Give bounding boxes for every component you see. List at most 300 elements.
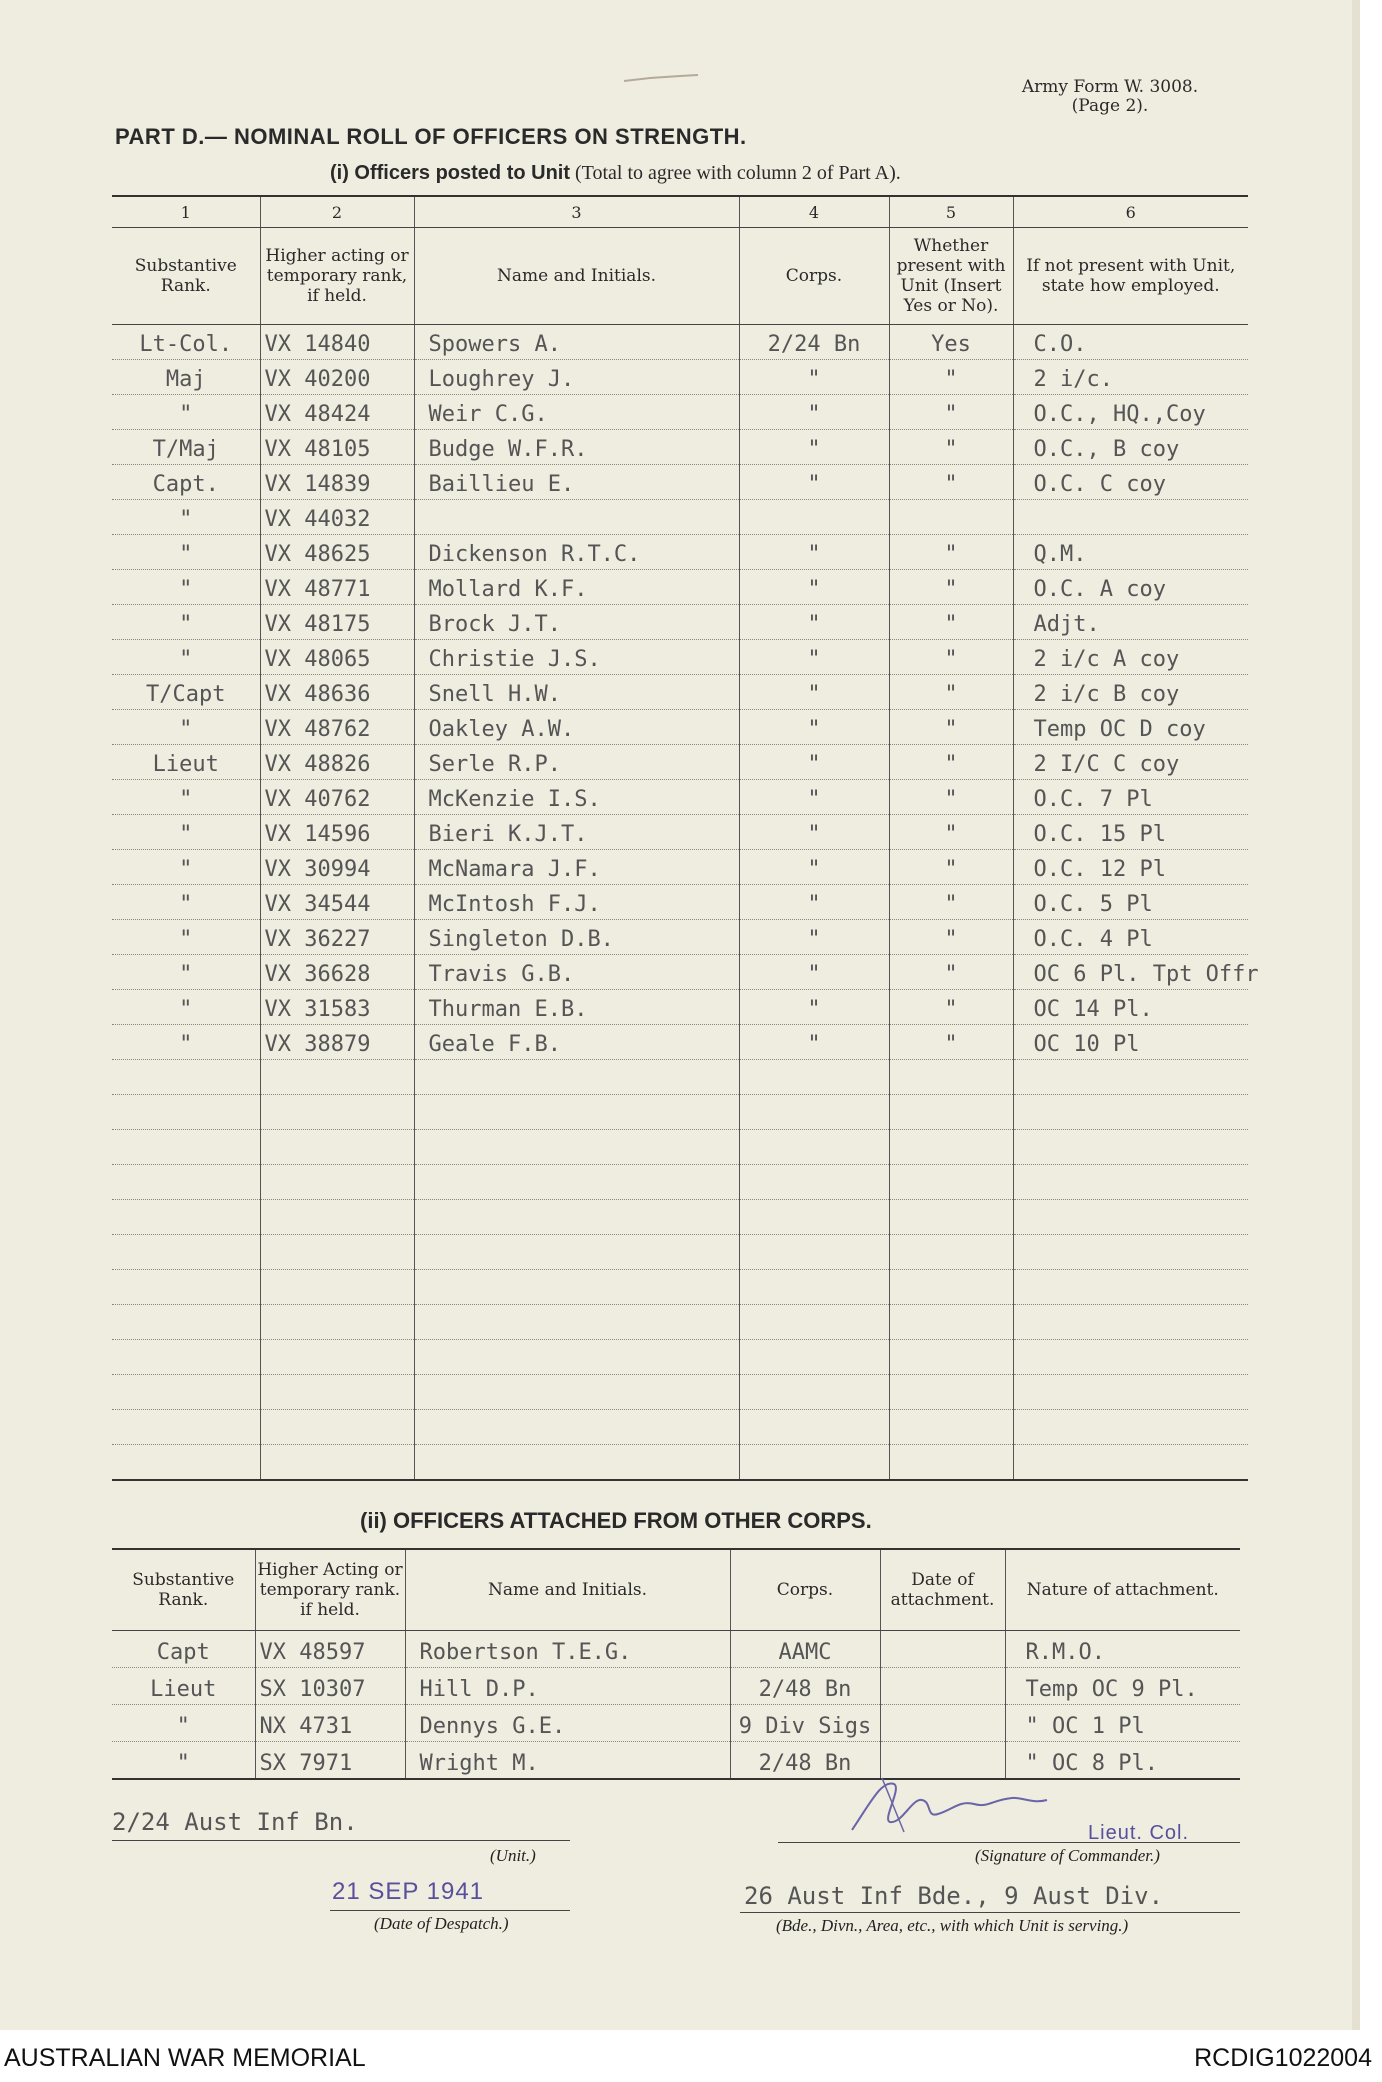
cell-number <box>260 1270 414 1305</box>
cell-number <box>260 920 414 955</box>
cell-employed <box>1013 990 1248 1025</box>
att-header-nature: Nature of attachment. <box>1005 1549 1240 1631</box>
cell-employed-text: 2 i/c A coy <box>1033 647 1180 672</box>
cell-name <box>414 325 739 360</box>
cell-rank <box>112 1410 260 1445</box>
cell-present <box>889 1130 1013 1165</box>
cell-rank <box>112 675 260 710</box>
cell-corps <box>739 500 889 535</box>
cell-employed <box>1013 605 1248 640</box>
cell-present <box>889 465 1013 500</box>
cell-corps-text: " <box>807 717 821 742</box>
cell-name <box>414 990 739 1025</box>
cell-present <box>889 780 1013 815</box>
footer-bar <box>0 2042 1382 2078</box>
blank-row <box>112 1270 1248 1305</box>
cell-corps <box>739 1340 889 1375</box>
att-cell-rank-text: Capt <box>156 1640 210 1665</box>
cell-rank-text: " <box>179 892 193 917</box>
cell-rank-text: " <box>179 402 193 427</box>
cell-employed-text: O.C. A coy <box>1033 577 1166 602</box>
table-row <box>112 1631 1240 1668</box>
section-i-title <box>330 162 901 185</box>
signature-title: Lieut. Col. <box>1088 1822 1190 1844</box>
cell-number-text: VX 30994 <box>264 857 371 882</box>
unit-value: 2/24 Aust Inf Bn. <box>112 1808 358 1836</box>
unit-line <box>112 1840 570 1841</box>
table-row <box>112 955 1248 990</box>
cell-rank <box>112 710 260 745</box>
cell-employed <box>1013 1130 1248 1165</box>
cell-present-text: " <box>944 472 958 497</box>
cell-name <box>414 570 739 605</box>
cell-present-text: " <box>944 787 958 812</box>
cell-number <box>260 500 414 535</box>
header-employed: If not present with Unit, state how employed. <box>1013 228 1248 325</box>
cell-employed-text: C.O. <box>1033 332 1087 357</box>
cell-number-text: VX 48175 <box>264 612 371 637</box>
att-cell-corps-text: AAMC <box>778 1640 832 1665</box>
table-row <box>112 570 1248 605</box>
cell-rank <box>112 990 260 1025</box>
cell-present-text: " <box>944 1032 958 1057</box>
table-row <box>112 535 1248 570</box>
cell-present <box>889 1025 1013 1060</box>
cell-number <box>260 780 414 815</box>
table-row <box>112 850 1248 885</box>
cell-employed-text: O.C. C coy <box>1033 472 1166 497</box>
sheet-edge <box>1352 0 1360 2030</box>
cell-name <box>414 1130 739 1165</box>
cell-rank-text: " <box>179 822 193 847</box>
form-number-text: Army Form W. 3008. <box>1021 77 1199 97</box>
table-row <box>112 395 1248 430</box>
table-row <box>112 815 1248 850</box>
cell-name-text: McNamara J.F. <box>428 857 601 882</box>
att-cell-nature <box>1005 1705 1240 1742</box>
cell-corps <box>739 710 889 745</box>
cell-present <box>889 1200 1013 1235</box>
cell-number-text: VX 48762 <box>264 717 371 742</box>
cell-name-text: Weir C.G. <box>428 402 548 427</box>
cell-number-text: VX 36227 <box>264 927 371 952</box>
cell-corps <box>739 1270 889 1305</box>
att-cell-number <box>255 1742 405 1780</box>
cell-employed <box>1013 815 1248 850</box>
cell-present-text: Yes <box>931 332 971 357</box>
cell-rank <box>112 1235 260 1270</box>
cell-number <box>260 1410 414 1445</box>
att-header-higher-rank: Higher Acting or temporary rank. if held. <box>255 1549 405 1631</box>
cell-corps-text: " <box>807 367 821 392</box>
table-row <box>112 360 1248 395</box>
cell-present <box>889 885 1013 920</box>
cell-employed-text: O.C. 7 Pl <box>1033 787 1153 812</box>
att-cell-name <box>405 1668 730 1705</box>
cell-corps <box>739 885 889 920</box>
col-number: 5 <box>889 196 1013 228</box>
cell-corps <box>739 1410 889 1445</box>
column-header-row <box>112 228 1248 325</box>
cell-employed-text: 2 I/C C coy <box>1033 752 1180 777</box>
cell-rank-text: " <box>179 612 193 637</box>
cell-number-text: VX 40200 <box>264 367 371 392</box>
cell-number-text: VX 38879 <box>264 1032 371 1057</box>
cell-corps-text: " <box>807 402 821 427</box>
table-row <box>112 710 1248 745</box>
cell-corps <box>739 360 889 395</box>
cell-number <box>260 1060 414 1095</box>
cell-corps <box>739 1165 889 1200</box>
att-cell-date <box>880 1631 1005 1668</box>
cell-number <box>260 605 414 640</box>
cell-employed-text: 2 i/c. <box>1033 367 1113 392</box>
cell-corps-text: 2/24 Bn <box>767 332 861 357</box>
cell-corps <box>739 535 889 570</box>
header-name: Name and Initials. <box>414 228 739 325</box>
cell-present-text: " <box>944 682 958 707</box>
cell-number-text: VX 14840 <box>264 332 371 357</box>
cell-corps <box>739 745 889 780</box>
cell-employed-text: 2 i/c B coy <box>1033 682 1180 707</box>
att-cell-date <box>880 1668 1005 1705</box>
cell-employed-text: O.C. 12 Pl <box>1033 857 1166 882</box>
table-row <box>112 1742 1240 1780</box>
cell-rank-text: " <box>179 962 193 987</box>
cell-present <box>889 1305 1013 1340</box>
cell-corps <box>739 465 889 500</box>
cell-name <box>414 1305 739 1340</box>
cell-rank <box>112 850 260 885</box>
date-stamp: 21 SEP 1941 <box>332 1878 485 1905</box>
table-row <box>112 990 1248 1025</box>
cell-number-text: VX 48636 <box>264 682 371 707</box>
cell-employed-text: O.C., HQ.,Coy <box>1033 402 1206 427</box>
cell-present <box>889 360 1013 395</box>
cell-employed <box>1013 1270 1248 1305</box>
cell-name <box>414 1340 739 1375</box>
cell-present <box>889 1445 1013 1481</box>
cell-present-text: " <box>944 647 958 672</box>
cell-present <box>889 920 1013 955</box>
cell-employed <box>1013 920 1248 955</box>
section-i-title-note: (Total to agree with column 2 of Part A). <box>570 162 901 184</box>
cell-present <box>889 430 1013 465</box>
cell-name <box>414 1025 739 1060</box>
blank-row <box>112 1235 1248 1270</box>
att-cell-corps-text: 2/48 Bn <box>758 1677 852 1702</box>
cell-present <box>889 745 1013 780</box>
att-cell-number-text: NX 4731 <box>259 1714 353 1739</box>
blank-row <box>112 1095 1248 1130</box>
cell-employed <box>1013 1410 1248 1445</box>
cell-number-text: VX 48105 <box>264 437 371 462</box>
cell-rank-text: " <box>179 857 193 882</box>
cell-number <box>260 955 414 990</box>
unit-caption: (Unit.) <box>490 1846 536 1865</box>
cell-name <box>414 675 739 710</box>
col-number: 3 <box>414 196 739 228</box>
cell-number <box>260 710 414 745</box>
cell-corps <box>739 430 889 465</box>
cell-present <box>889 1340 1013 1375</box>
cell-rank <box>112 745 260 780</box>
cell-corps <box>739 850 889 885</box>
cell-corps-text: " <box>807 927 821 952</box>
att-header-name: Name and Initials. <box>405 1549 730 1631</box>
cell-number-text: VX 14596 <box>264 822 371 847</box>
cell-name-text: Dickenson R.T.C. <box>428 542 641 567</box>
cell-number <box>260 1165 414 1200</box>
cell-present <box>889 1165 1013 1200</box>
cell-name <box>414 535 739 570</box>
cell-rank-text: T/Maj <box>152 437 219 462</box>
bde-line <box>740 1912 1240 1913</box>
cell-rank-text: Lt-Col. <box>139 332 233 357</box>
cell-corps-text: " <box>807 752 821 777</box>
cell-corps-text: " <box>807 857 821 882</box>
cell-number <box>260 360 414 395</box>
cell-rank <box>112 1270 260 1305</box>
cell-rank <box>112 1130 260 1165</box>
cell-rank-text: " <box>179 717 193 742</box>
table-row <box>112 500 1248 535</box>
cell-employed <box>1013 675 1248 710</box>
cell-name <box>414 1410 739 1445</box>
cell-name <box>414 850 739 885</box>
signature-caption: (Signature of Commander.) <box>975 1846 1160 1865</box>
cell-rank <box>112 885 260 920</box>
att-cell-name-text: Hill D.P. <box>419 1677 539 1702</box>
att-cell-corps-text: 2/48 Bn <box>758 1751 852 1776</box>
blank-row <box>112 1410 1248 1445</box>
att-cell-rank-text: " <box>176 1751 190 1776</box>
attached-rows <box>112 1631 1240 1780</box>
date-line <box>330 1910 570 1911</box>
cell-employed <box>1013 745 1248 780</box>
cell-corps-text: " <box>807 892 821 917</box>
cell-corps <box>739 990 889 1025</box>
cell-name-text: Spowers A. <box>428 332 561 357</box>
cell-corps <box>739 325 889 360</box>
cell-corps <box>739 640 889 675</box>
cell-employed <box>1013 500 1248 535</box>
officers-attached-table <box>112 1548 1240 1780</box>
cell-employed <box>1013 710 1248 745</box>
cell-corps <box>739 1130 889 1165</box>
paper-mark <box>620 72 700 86</box>
cell-present <box>889 1060 1013 1095</box>
att-cell-rank <box>112 1631 255 1668</box>
cell-present <box>889 1270 1013 1305</box>
cell-number <box>260 1375 414 1410</box>
cell-rank <box>112 1025 260 1060</box>
cell-name-text: Serle R.P. <box>428 752 561 777</box>
cell-rank-text: " <box>179 507 193 532</box>
col-number: 4 <box>739 196 889 228</box>
cell-present <box>889 850 1013 885</box>
cell-present <box>889 1095 1013 1130</box>
cell-rank <box>112 1095 260 1130</box>
cell-corps <box>739 1445 889 1481</box>
cell-name-text: Brock J.T. <box>428 612 561 637</box>
cell-corps <box>739 395 889 430</box>
cell-number <box>260 1200 414 1235</box>
att-cell-nature-text: R.M.O. <box>1025 1640 1105 1665</box>
cell-rank <box>112 500 260 535</box>
cell-corps <box>739 1060 889 1095</box>
att-cell-name <box>405 1742 730 1780</box>
blank-row <box>112 1130 1248 1165</box>
signature-line <box>778 1842 1240 1843</box>
cell-present-text: " <box>944 892 958 917</box>
header-present: Whether present with Unit (Insert Yes or No). <box>889 228 1013 325</box>
cell-employed <box>1013 1235 1248 1270</box>
cell-name-text: Snell H.W. <box>428 682 561 707</box>
cell-number <box>260 745 414 780</box>
cell-present <box>889 325 1013 360</box>
att-cell-rank-text: " <box>176 1714 190 1739</box>
cell-name <box>414 360 739 395</box>
cell-name <box>414 710 739 745</box>
cell-name <box>414 465 739 500</box>
att-cell-corps <box>730 1705 880 1742</box>
cell-rank-text: " <box>179 542 193 567</box>
cell-name <box>414 745 739 780</box>
cell-corps-text: " <box>807 577 821 602</box>
cell-rank <box>112 1060 260 1095</box>
att-header-corps: Corps. <box>730 1549 880 1631</box>
att-cell-corps-text: 9 Div Sigs <box>738 1714 872 1739</box>
table-row <box>112 430 1248 465</box>
cell-employed-text: Adjt. <box>1033 612 1100 637</box>
cell-corps <box>739 1305 889 1340</box>
cell-name-text: Bieri K.J.T. <box>428 822 588 847</box>
cell-present <box>889 710 1013 745</box>
cell-number-text: VX 36628 <box>264 962 371 987</box>
posted-rows <box>112 325 1259 1481</box>
cell-corps-text: " <box>807 437 821 462</box>
cell-employed <box>1013 1165 1248 1200</box>
cell-rank <box>112 920 260 955</box>
cell-number-text: VX 34544 <box>264 892 371 917</box>
form-page: (Page 2). <box>1071 96 1149 116</box>
cell-corps <box>739 570 889 605</box>
cell-corps-text: " <box>807 682 821 707</box>
att-cell-nature <box>1005 1668 1240 1705</box>
cell-employed-text: O.C. 15 Pl <box>1033 822 1166 847</box>
cell-rank <box>112 325 260 360</box>
footer-id: RCDIG1022004 <box>1194 2044 1372 2072</box>
cell-corps-text: " <box>807 962 821 987</box>
cell-employed <box>1013 640 1248 675</box>
att-cell-rank <box>112 1705 255 1742</box>
cell-name-text <box>415 526 429 528</box>
cell-present-text: " <box>944 542 958 567</box>
form-number <box>1000 78 1220 116</box>
cell-name <box>414 1445 739 1481</box>
cell-number <box>260 815 414 850</box>
cell-corps <box>739 1200 889 1235</box>
cell-name-text: Christie J.S. <box>428 647 601 672</box>
cell-rank <box>112 605 260 640</box>
att-cell-nature-text: Temp OC 9 Pl. <box>1025 1677 1198 1702</box>
cell-corps <box>739 1235 889 1270</box>
cell-name <box>414 780 739 815</box>
cell-name <box>414 605 739 640</box>
cell-number <box>260 395 414 430</box>
att-cell-name-text: Dennys G.E. <box>419 1714 566 1739</box>
cell-present-text: " <box>944 822 958 847</box>
section-ii-title: (ii) OFFICERS ATTACHED FROM OTHER CORPS. <box>360 1508 872 1533</box>
cell-name-text: Travis G.B. <box>428 962 575 987</box>
section-i-title-bold: (i) Officers posted to Unit <box>330 162 570 184</box>
table-row <box>112 1668 1240 1705</box>
cell-employed <box>1013 1375 1248 1410</box>
table-row <box>112 675 1248 710</box>
cell-number <box>260 990 414 1025</box>
cell-corps-text: " <box>807 472 821 497</box>
att-cell-nature-text: " OC 1 Pl <box>1025 1714 1145 1739</box>
cell-number <box>260 1095 414 1130</box>
cell-name <box>414 885 739 920</box>
cell-number <box>260 1130 414 1165</box>
cell-present <box>889 500 1013 535</box>
cell-name-text: Mollard K.F. <box>428 577 588 602</box>
cell-employed <box>1013 570 1248 605</box>
cell-corps <box>739 780 889 815</box>
cell-number <box>260 535 414 570</box>
cell-corps-text: " <box>807 787 821 812</box>
cell-number <box>260 570 414 605</box>
cell-corps-text: " <box>807 612 821 637</box>
cell-name <box>414 500 739 535</box>
cell-rank-text: " <box>179 997 193 1022</box>
cell-employed-text: O.C. 5 Pl <box>1033 892 1153 917</box>
cell-employed-text: O.C. 4 Pl <box>1033 927 1153 952</box>
cell-present <box>889 1235 1013 1270</box>
att-cell-rank-text: Lieut <box>150 1677 217 1702</box>
cell-rank <box>112 395 260 430</box>
cell-name <box>414 1095 739 1130</box>
cell-employed <box>1013 395 1248 430</box>
cell-rank-text: " <box>179 787 193 812</box>
cell-name <box>414 1375 739 1410</box>
cell-number <box>260 430 414 465</box>
cell-name-text: Thurman E.B. <box>428 997 588 1022</box>
cell-employed <box>1013 430 1248 465</box>
blank-row <box>112 1200 1248 1235</box>
cell-employed <box>1013 1445 1248 1481</box>
cell-rank-text: " <box>179 577 193 602</box>
cell-rank <box>112 1305 260 1340</box>
blank-row <box>112 1165 1248 1200</box>
cell-rank <box>112 1200 260 1235</box>
cell-present <box>889 570 1013 605</box>
cell-employed <box>1013 1200 1248 1235</box>
cell-rank <box>112 1375 260 1410</box>
att-cell-number <box>255 1668 405 1705</box>
cell-corps <box>739 1025 889 1060</box>
column-number-row <box>112 196 1248 228</box>
cell-present <box>889 395 1013 430</box>
cell-present <box>889 640 1013 675</box>
cell-rank <box>112 640 260 675</box>
table-row <box>112 780 1248 815</box>
att-cell-number <box>255 1631 405 1668</box>
blank-row <box>112 1305 1248 1340</box>
cell-name-text: Loughrey J. <box>428 367 575 392</box>
